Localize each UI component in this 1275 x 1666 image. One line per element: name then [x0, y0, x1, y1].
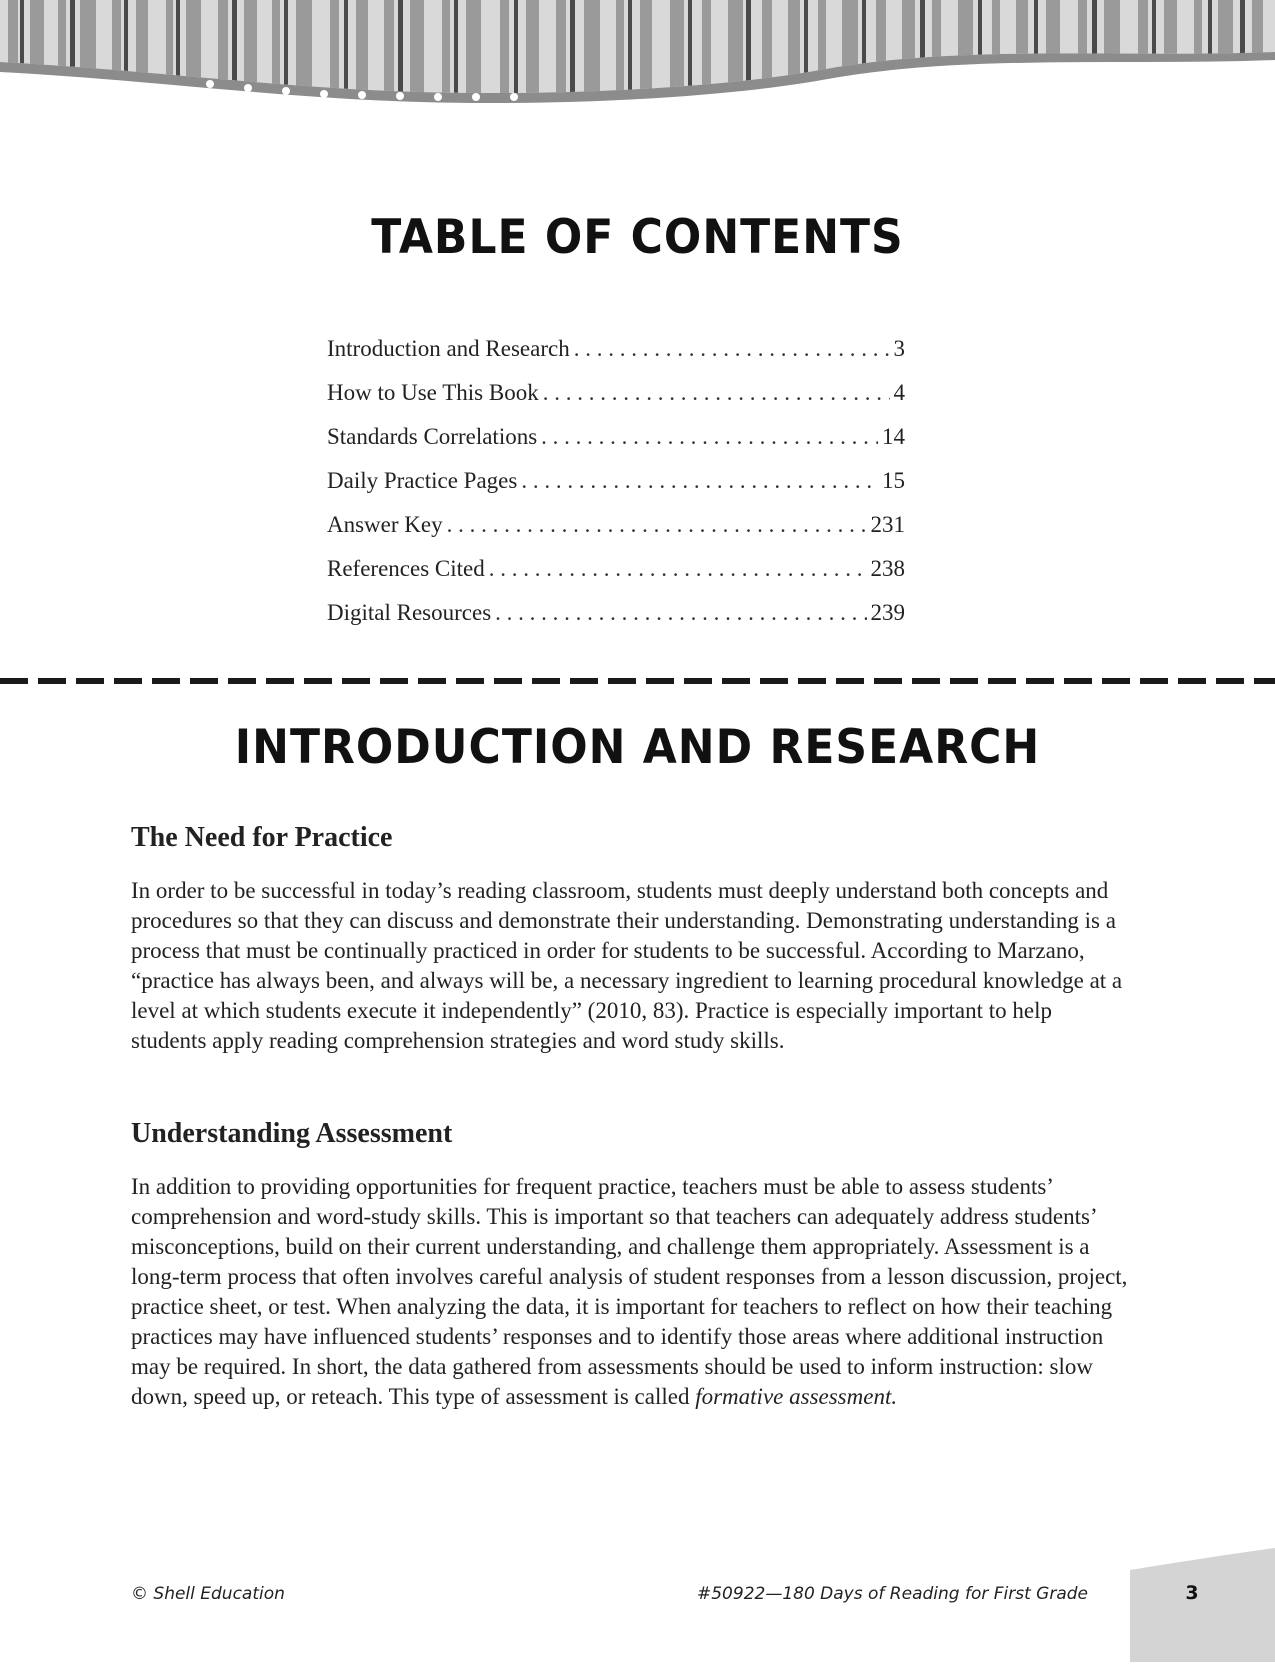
- toc-leader-dots: [447, 512, 867, 538]
- toc-entry-label: Digital Resources: [327, 600, 492, 625]
- toc-entry[interactable]: [327, 424, 905, 468]
- page-number-tab: [1130, 1548, 1275, 1662]
- understanding-assessment-section: [131, 1118, 1131, 1412]
- toc-entry-page: 3: [893, 336, 905, 361]
- toc-entry-page: 14: [882, 424, 905, 449]
- toc-entry[interactable]: [327, 600, 905, 644]
- toc-entry-label: How to Use This Book: [327, 380, 539, 405]
- toc-entry[interactable]: [327, 468, 905, 512]
- toc-leader-dots: [489, 556, 867, 582]
- toc-title: TABLE OF CONTENTS: [371, 209, 904, 266]
- toc-entry-label: Introduction and Research: [327, 336, 570, 361]
- toc-list: [327, 336, 905, 644]
- toc-entry-page: 231: [870, 512, 905, 537]
- section-body-text: In addition to providing opportunities for frequent practice, teachers must be able to assess students’ comprehension and word-study skills. This is important so that teachers can adequately address students’ misconceptions, build on their current understanding, and challenge them appropriately. Assessment is a long-term process that often involves careful analysis of student responses from a lesson discussion, project, practice sheet, or test. When analyzing the data, it is important for teachers to reflect on how their teaching practices may have influenced students’ responses and to identify those areas where additional instruction may be required. In short, the data gathered from assessments should be used to inform instruction: slow down, speed up, or reteach. This type of assessment is called: [131, 1174, 1128, 1409]
- toc-entry-label: References Cited: [327, 556, 485, 581]
- toc-entry-page: 4: [893, 380, 905, 405]
- page-number: 3: [1185, 1582, 1199, 1604]
- toc-entry-label: Answer Key: [327, 512, 443, 537]
- header-banner: [0, 0, 1275, 110]
- section-body: [131, 1172, 1131, 1412]
- toc-leader-dots: [574, 336, 890, 362]
- toc-leader-dots: [495, 600, 866, 626]
- section-heading: The Need for Practice: [131, 822, 393, 853]
- toc-entry[interactable]: [327, 556, 905, 600]
- toc-entry[interactable]: [327, 336, 905, 380]
- toc-entry-page: 239: [870, 600, 905, 625]
- section-heading: Understanding Assessment: [131, 1118, 453, 1149]
- toc-entry-page: 238: [870, 556, 905, 581]
- toc-leader-dots: [541, 424, 878, 450]
- need-for-practice-section: [131, 822, 1131, 1056]
- emphasis-term: formative assessment.: [695, 1384, 898, 1409]
- toc-leader-dots: [521, 468, 878, 494]
- footer-publisher: © Shell Education: [131, 1584, 285, 1604]
- footer-book-title: #50922—180 Days of Reading for First Grade: [697, 1584, 1088, 1604]
- section-body: In order to be successful in today’s reading classroom, students must deeply understand both concepts and procedures so that they can discuss and demonstrate their understanding. Demonstrating understanding is a process that must be continually practiced in order for students to be successful. According to Marzano, “practice has always been, and always will be, a necessary ingredient to learning procedural knowledge at a level at which students execute it independently” (2010, 83). Practice is especially important to help students apply reading comprehension strategies and word study skills.: [131, 878, 1123, 1053]
- toc-leader-dots: [543, 380, 890, 406]
- toc-entry[interactable]: [327, 380, 905, 424]
- toc-entry-page: 15: [882, 468, 905, 493]
- section-divider: [0, 670, 1275, 678]
- toc-entry-label: Standards Correlations: [327, 424, 538, 449]
- toc-entry[interactable]: [327, 512, 905, 556]
- intro-title: INTRODUCTION AND RESEARCH: [234, 719, 1041, 776]
- toc-entry-label: Daily Practice Pages: [327, 468, 518, 493]
